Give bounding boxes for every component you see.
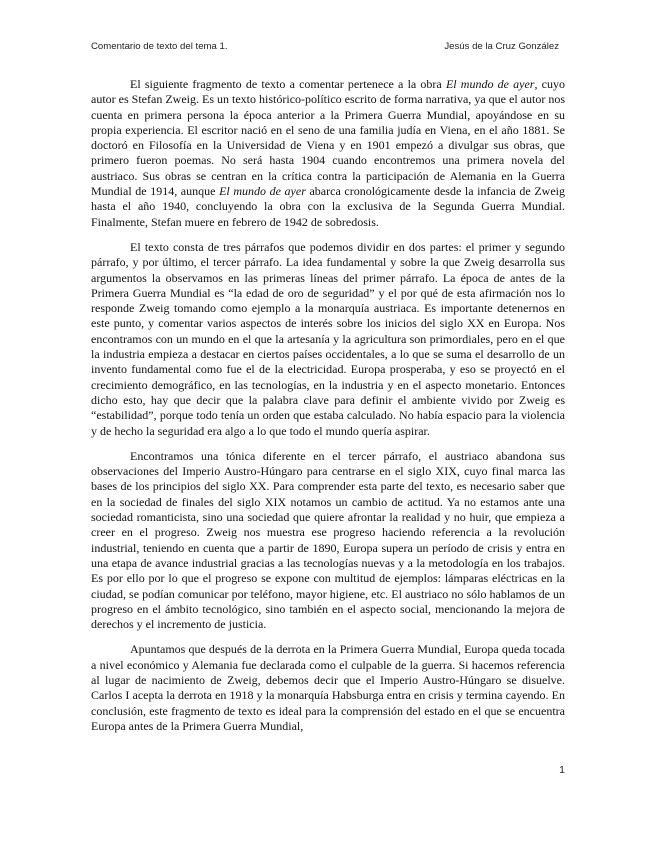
book-title: El mundo de ayer (219, 184, 306, 199)
paragraph (91, 240, 565, 439)
text-run: El texto consta de tres párrafos que podemos dividir en dos partes: el primer y segundo párrafo, y por último, el tercer párrafo. La idea fundamental y sobre la que Zweig desarrolla sus argumentos la observamos en las primeras líneas del primer párrafo. La época de antes de la Primera Guerra Mundial es “la edad de oro de seguridad” y el por qué de esta afirmación nos lo responde Zweig tomando como ejemplo a la monarquía austriaca. Es importante detenernos en este punto, y comentar varios aspectos de interés sobre los inicios del siglo XX en Europa. Nos encontramos con un mundo en el que la artesanía y la agricultura son primordiales, pero en el que la industria empieza a destacar en ciertos países occidentales, a lo que se suma el desarrollo de un invento fundamental como fue el de la electricidad. Europa prosperaba, y eso se proyectó en el crecimiento demográfico, en las tecnologías, en la industria y en el aspecto monetario. Entonces dicho esto, hay que decir que la palabra clave para definir el ambiente vivido por Zweig es “estabilidad”, porque todo tenía un orden que estaba calculado. No había espacio para la violencia y de hecho la seguridad era algo a lo que todo el mundo quería aspirar. (91, 239, 565, 438)
text-run: El siguiente fragmento de texto a comentar pertenece a la obra (130, 77, 446, 91)
paragraph (91, 449, 565, 633)
book-title: El mundo de ayer (445, 77, 535, 91)
text-run: abarca cronológicamente desde la infancia de Zweig hasta el año 1940, concluyendo la obra con la exclusiva de la Segunda Guerra Mundial. Finalmente, Stefan muere en febrero de 1942 de sobredosis. (91, 184, 565, 229)
paragraph (91, 642, 565, 734)
text-run: , cuyo autor es Stefan Zweig. Es un texto histórico-político escrito de forma narrativa, ya que el autor nos cuenta en primera persona la época anterior a la Primera Guerra Mundial, apoyándose en su propia experiencia. El escritor nació en el seno de una familia judía en Viena, en el año 1881. Se doctoró en Filosofía en la Universidad de Viena y en 1901 empezó a divulgar sus obras, que primero fueron poemas. No será hasta 1904 cuando encontremos una primera novela del austriaco. Sus obras se centran en la crítica contra la participación de Alemania en la Guerra Mundial de 1914, aunque (91, 77, 565, 199)
header-title: Comentario de texto del tema 1. (91, 41, 228, 52)
page-number: 1 (559, 764, 565, 776)
header-author: Jesús de la Cruz González (444, 41, 559, 52)
text-run: Encontramos una tónica diferente en el tercer párrafo, el austriaco abandona sus observaciones del Imperio Austro-Húngaro para centrarse en el siglo XIX, cuyo final marca las bases de los principios del siglo XX. Para comprender esta parte del texto, es necesario saber que en la sociedad de finales del siglo XIX notamos un cambio de actitud. Ya no estamos ante una sociedad romanticista, sino una sociedad que quiere afrontar la realidad y no huir, que empieza a creer en el progreso. Zweig nos muestra ese progreso haciendo referencia a la revolución industrial, teniendo en cuenta que a partir de 1890, Europa supera un período de crisis y entra en una etapa de avance industrial gracias a las tecnologías nuevas y a la metodología en los trabajos. Es por ello por lo que el progreso se expone con multitud de ejemplos: lámparas eléctricas en la ciudad, se podían comunicar por teléfono, mayor higiene, etc. El austriaco no sólo hablamos de un progreso en el ámbito tecnológico, sino también en el aspecto social, mencionando la mejora de derechos y el incremento de justicia. (91, 448, 565, 632)
paragraph (91, 77, 565, 230)
page-header (91, 41, 559, 55)
document-body (91, 77, 565, 734)
text-run: Apuntamos que después de la derrota en la Primera Guerra Mundial, Europa queda tocada a nivel económico y Alemania fue declarada como el culpable de la guerra. Si hacemos referencia al lugar de nacimiento de Zweig, debemos decir que el Imperio Austro-Húngaro se disuelve. Carlos I acepta la derrota en 1918 y la monarquía Habsburga entra en crisis y termina cayendo. En conclusión, este fragmento de texto es ideal para la comprensión del estado en el que se encuentra Europa antes de la Primera Guerra Mundial, (91, 642, 565, 733)
